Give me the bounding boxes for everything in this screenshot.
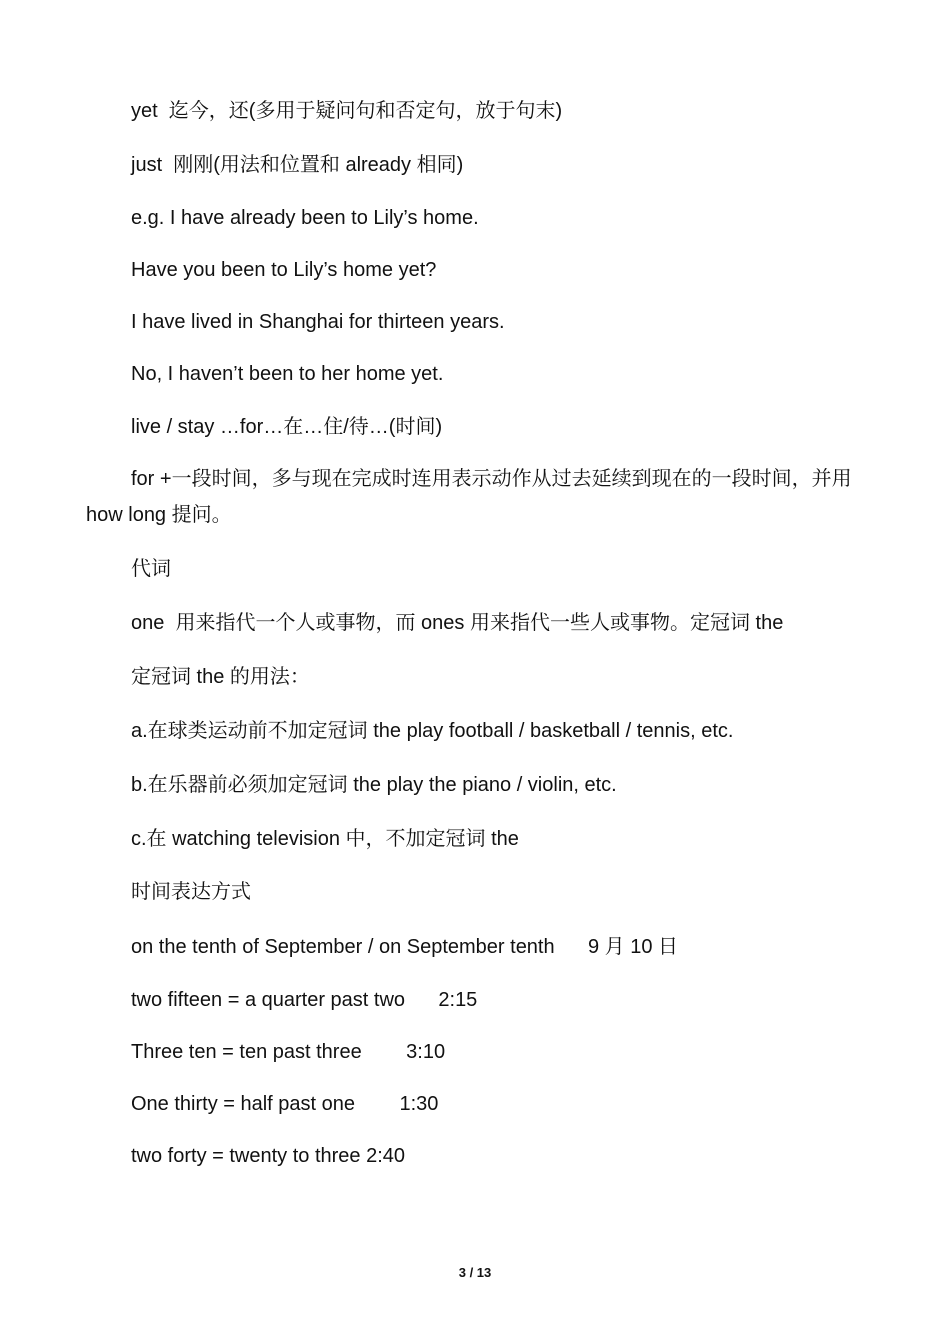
text-line-one-ones: one 用来指代一个人或事物，而 ones 用来指代一些人或事物。定冠词 the [131,612,784,634]
text-line-example-shanghai: I have lived in Shanghai for thirteen years. [131,311,505,333]
list-item-a: a.在球类运动前不加定冠词 the play football / basketball / tennis, etc. [131,720,734,742]
list-item-c: c.在 watching television 中，不加定冠词 the [131,828,519,850]
text-line-example-yet: Have you been to Lily’s home yet? [131,259,437,281]
text-line-time-240: two forty = twenty to three 2:40 [131,1145,406,1167]
text-line-example-already: e.g. I have already been to Lily’s home. [131,207,479,229]
text-line-live-stay: live / stay …for…在…住/待…(时间) [131,416,443,438]
text-line-time-215: two fifteen = a quarter past two 2:15 [131,989,478,1011]
text-line-example-haven-t: No, I haven’t been to her home yet. [131,363,444,385]
section-heading-pronoun: 代词 [131,558,171,580]
list-item-b: b.在乐器前必须加定冠词 the play the piano / violin, etc. [131,774,617,796]
text-line-yet: yet 迄今，还(多用于疑问句和否定句，放于句末) [131,100,563,122]
text-line-just: just 刚刚(用法和位置和 already 相同) [131,154,464,176]
paragraph-for-period: for +一段时间，多与现在完成时连用表示动作从过去延续到现在的一段时间，并用 how long 提问。 [86,468,852,526]
text-line-time-130: One thirty = half past one 1:30 [131,1093,439,1115]
page-number: 3 / 13 [458,1265,492,1280]
text-line-date: on the tenth of September / on September tenth 9 月 10 日 [131,936,678,958]
section-heading-article: 定冠词 the 的用法： [131,666,310,688]
section-heading-time: 时间表达方式 [131,881,251,903]
text-line-time-310: Three ten = ten past three 3:10 [131,1041,446,1063]
